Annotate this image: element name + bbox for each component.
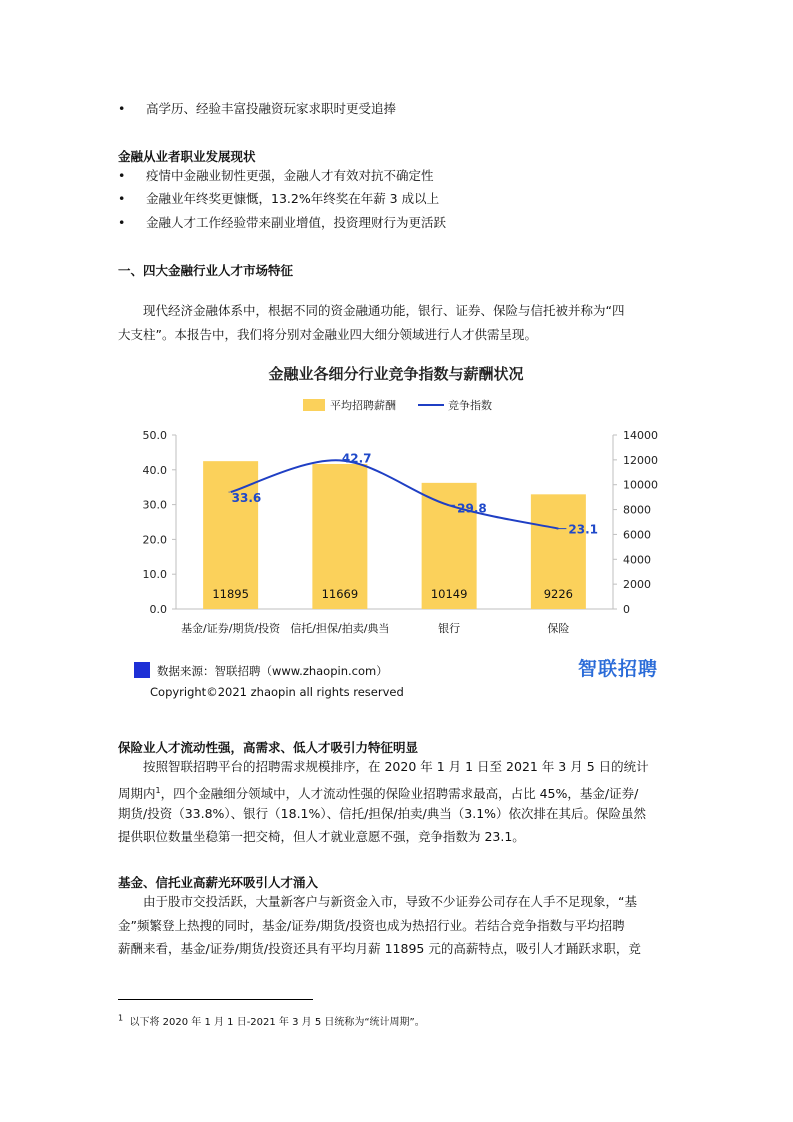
paragraph-text: ，四个金融细分领域中，人才流动性强的保险业招聘需求最高，占比 45%，基金/证券/ [160, 786, 639, 802]
left-tick-label: 10.0 [142, 568, 167, 582]
paragraph-line: 期货/投资（33.8%）、银行（18.1%）、信托/担保/拍卖/典当（3.1%）依次排在其后。保险虽然 [118, 806, 647, 821]
paragraph-line: 大支柱”。本报告中，我们将分别对金融业四大细分领域进行人才供需呈现。 [118, 327, 537, 342]
line-series [231, 460, 559, 528]
legend-swatch-bar [303, 399, 325, 411]
bar-series [203, 461, 586, 609]
section-heading-insurance: 保险业人才流动性强，高需求、低人才吸引力特征明显 [118, 740, 419, 755]
footnote-rule [118, 999, 313, 1000]
left-tick-label: 20.0 [142, 533, 167, 547]
footnote-mark: 1 [118, 1013, 124, 1023]
bullet-item [118, 190, 439, 208]
chart-title: 金融业各细分行业竞争指数与薪酬状况 [268, 365, 524, 383]
footnote-text: 以下将 2020 年 1 月 1 日-2021 年 3 月 5 日统称为“统计周期”。 [129, 1017, 425, 1028]
bullet-text: 金融人才工作经验带来副业增值，投资理财行为更活跃 [146, 215, 447, 230]
bullet-dot: • [118, 191, 126, 206]
bullet-dot: • [118, 215, 126, 230]
left-tick-label: 30.0 [142, 498, 167, 512]
brand-logo: 智联招聘 [578, 658, 659, 680]
competition-value-label: 33.6 [231, 491, 262, 506]
right-axis-ticks [613, 429, 658, 616]
category-label: 银行 [438, 622, 461, 635]
right-tick-label: 14000 [623, 429, 658, 442]
competition-value-label: 29.8 [457, 501, 487, 516]
right-tick-label: 6000 [623, 528, 651, 542]
category-label: 信托/担保/拍卖/典当 [290, 622, 390, 635]
left-axis-ticks [143, 429, 177, 616]
paragraph-line [118, 782, 638, 803]
category-label: 保险 [547, 622, 570, 635]
category-labels [181, 621, 569, 635]
right-tick-label: 4000 [623, 553, 651, 567]
paragraph-line: 薪酬来看，基金/证券/期货/投资还具有平均月薪 11895 元的高薪特点，吸引人才踊跃求职，竞 [118, 941, 641, 956]
category-label: 基金/证券/期货/投资 [181, 622, 281, 635]
paragraph-line: 金”频繁登上热搜的同时，基金/证券/期货/投资也成为热招行业。若结合竞争指数与平均招聘 [118, 918, 625, 933]
competition-value-label: 42.7 [341, 451, 372, 466]
copyright-text: Copyright©2021 zhaopin all rights reserved [150, 685, 404, 699]
section-heading-1: 一、四大金融行业人才市场特征 [118, 263, 294, 278]
salary-bar-label: 11895 [212, 587, 249, 601]
left-tick-label: 50.0 [142, 429, 167, 442]
bullet-text: 疫情中金融业韧性更强，金融人才有效对抗不确定性 [146, 168, 434, 183]
combo-chart [0, 355, 793, 655]
right-tick-label: 8000 [623, 503, 651, 517]
legend-label-competition: 竞争指数 [448, 399, 492, 412]
source-text: 数据来源：智联招聘（www.zhaopin.com） [157, 664, 388, 678]
footnote [118, 1013, 425, 1028]
bullet-item [118, 167, 434, 185]
bullet-dot: • [118, 168, 126, 183]
section-heading-fund: 基金、信托业高薪光环吸引人才涌入 [118, 875, 319, 890]
bullet-text: 高学历、经验丰富投融资玩家求职时更受追捧 [146, 101, 397, 116]
competition-line [231, 460, 559, 528]
paragraph-line: 按照智联招聘平台的招聘需求规模排序，在 2020 年 1 月 1 日至 2021 年 3 月 5 日的统计 [143, 759, 649, 774]
bullet-item [118, 214, 446, 232]
right-tick-label: 0 [623, 603, 630, 616]
salary-bar-label: 10149 [430, 587, 468, 601]
right-tick-label: 10000 [623, 478, 658, 492]
paragraph-line: 由于股市交投活跃，大量新客户与新资金入市，导致不少证券公司存在人手不足现象，“基 [143, 894, 637, 909]
bullet-text: 金融业年终奖更慷慨，13.2%年终奖在年薪 3 成以上 [146, 191, 440, 206]
footnote-ref[interactable]: 1 [155, 786, 161, 795]
paragraph-line: 提供职位数量坐稳第一把交椅，但人才就业意愿不强，竞争指数为 23.1。 [118, 829, 525, 844]
left-tick-label: 0.0 [149, 603, 167, 616]
paragraph-line: 现代经济金融体系中，根据不同的资金融通功能，银行、证券、保险与信托被并称为“四 [143, 303, 625, 318]
section-heading-status: 金融从业者职业发展现状 [118, 149, 256, 164]
source-square-icon [134, 662, 150, 678]
right-tick-label: 2000 [623, 578, 651, 592]
right-tick-label: 12000 [623, 453, 658, 467]
paragraph-text: 周期内 [118, 786, 156, 802]
bullet-dot: • [118, 101, 126, 116]
bar-value-labels [212, 587, 573, 601]
left-tick-label: 40.0 [142, 463, 167, 477]
legend-label-salary: 平均招聘薪酬 [330, 399, 396, 412]
competition-value-label: 23.1 [568, 522, 598, 537]
salary-bar-label: 11669 [321, 587, 359, 601]
salary-bar-label: 9226 [543, 587, 574, 601]
bullet-item [118, 100, 396, 118]
